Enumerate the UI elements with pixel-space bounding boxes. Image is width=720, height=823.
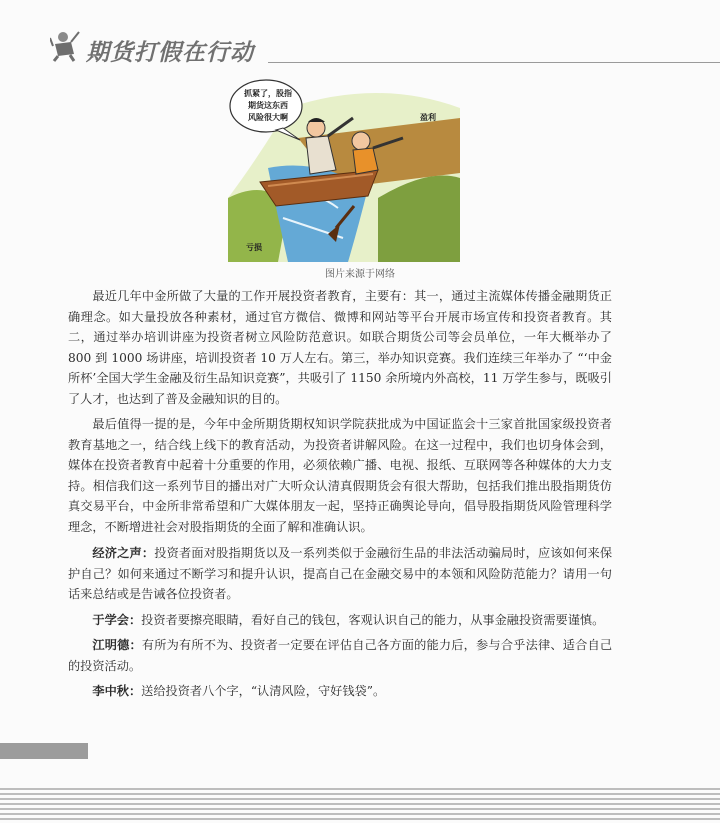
cartoon-illustration xyxy=(228,78,460,262)
paragraph: 最近几年中金所做了大量的工作开展投资者教育，主要有：其一，通过主流媒体传播金融期货正确理念。如大量投放各种素材，通过官方微信、微博和网站等平台开展市场宣传和投资者教育。其二，通过举办培训讲座为投资者树立风险防范意识。如联合期货公司等会员单位，一年大概举办了 800 到 1000 场讲座，培训投资者 10 万人左右。第三，举办知识竞赛。我们连续三年举办了 “‘中金所杯’全国大学生金融及衍生品知识竞赛”，共吸引了 1150 余所境内外高校，11 万学生参与，既吸引了人才，也达到了普及金融知识的目的。 xyxy=(68,289,612,406)
speech-bubble-line-2: 期货这东西 xyxy=(248,101,288,110)
answer-block xyxy=(68,681,612,702)
answer-text: 投资者要擦亮眼睛，看好自己的钱包，客观认识自己的能力，从事金融投资需要谨慎。 xyxy=(141,612,605,627)
section-title: 期货打假在行动 xyxy=(86,40,254,66)
page-header xyxy=(0,0,720,70)
footer-stripes xyxy=(0,788,720,823)
answer-text: 有所为有所不为、投资者一定要在评估自己各方面的能力后，参与合乎法律、适合自己的投资活动。 xyxy=(68,638,613,673)
question-block xyxy=(68,543,612,605)
answer-block xyxy=(68,610,612,631)
article-body xyxy=(68,286,612,707)
answer-speaker: 李中秋： xyxy=(92,684,142,698)
speech-bubble-line-3: 风险很大啊 xyxy=(248,113,288,122)
figure-caption: 图片来源于网络 xyxy=(325,269,395,280)
answer-speaker: 江明德： xyxy=(92,638,142,652)
question-text: 投资者面对股指期货以及一系列类似于金融衍生品的非法活动骗局时，应该如何来保护自己？如何来通过不断学习和提升认识，提高自己在金融交易中的本领和风险防范能力？请用一句话来总结或是告诫各位投资者。 xyxy=(68,546,613,601)
answer-block xyxy=(68,635,612,676)
answer-speaker: 于学会： xyxy=(92,612,142,627)
speech-bubble-line-1: 抓紧了，股指 xyxy=(244,89,292,98)
footer-tab xyxy=(0,743,88,759)
answer-text: 送给投资者八个字，“认清风险，守好钱袋”。 xyxy=(141,684,386,698)
title-rule xyxy=(268,62,720,63)
question-speaker: 经济之声： xyxy=(92,546,155,560)
label-profit: 盈利 xyxy=(420,113,436,122)
paragraph: 最后值得一提的是，今年中金所期货期权知识学院获批成为中国证监会十三家首批国家级投资者教育基地之一，结合线上线下的教育活动，为投资者讲解风险。在这一过程中，我们也切身体会到，媒体在投资者教育中起着十分重要的作用，必须依赖广播、电视、报纸、互联网等各种媒体的大力支持。相信我们这一系列节目的播出对广大听众认清真假期货会有很大帮助，包括我们推出股指期货仿真交易平台，中金所非常希望和广大媒体朋友一起，坚持正确舆论导向，倡导股指期货风险管理科学理念，不断增进社会对股指期货的全面了解和准确认识。 xyxy=(68,417,612,534)
mascot-logo-icon xyxy=(50,28,80,62)
label-loss: 亏损 xyxy=(246,243,262,252)
